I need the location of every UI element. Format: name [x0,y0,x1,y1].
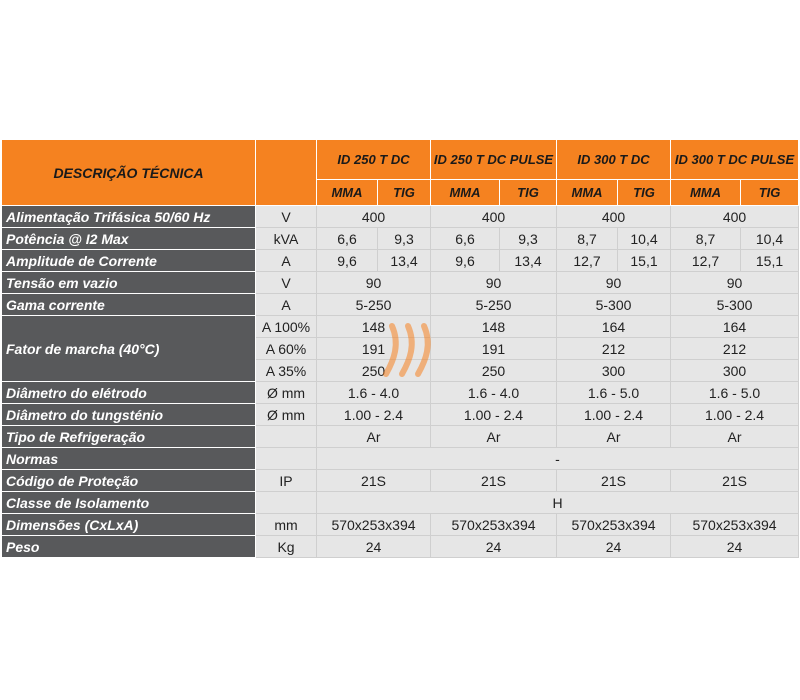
value-cell: 15,1 [741,250,799,272]
value-cell: 5-300 [557,294,671,316]
row-unit: A [256,294,317,316]
value-cell: 1.6 - 4.0 [431,382,557,404]
row-unit [256,426,317,448]
value-cell: 13,4 [500,250,557,272]
value-cell: 21S [431,470,557,492]
value-cell: 5-300 [671,294,799,316]
value-cell: 212 [557,338,671,360]
value-cell: 8,7 [671,228,741,250]
mode-header-mma: MMA [557,180,618,206]
mode-header-mma: MMA [317,180,378,206]
value-cell: 1.00 - 2.4 [317,404,431,426]
value-cell: 400 [317,206,431,228]
mode-header-mma: MMA [671,180,741,206]
table-title: DESCRIÇÃO TÉCNICA [2,140,256,206]
value-cell: 12,7 [557,250,618,272]
row-label: Normas [2,448,256,470]
value-cell: Ar [557,426,671,448]
value-cell: 250 [317,360,431,382]
value-cell: 570x253x394 [317,514,431,536]
value-cell: 1.6 - 4.0 [317,382,431,404]
value-cell: 90 [317,272,431,294]
value-cell: - [317,448,799,470]
value-cell: 24 [317,536,431,558]
value-cell: 10,4 [741,228,799,250]
row-unit [256,448,317,470]
row-unit: A 35% [256,360,317,382]
table-row [2,426,799,448]
value-cell: 570x253x394 [557,514,671,536]
value-cell: 8,7 [557,228,618,250]
value-cell: H [317,492,799,514]
row-label: Código de Proteção [2,470,256,492]
row-label: Alimentação Trifásica 50/60 Hz [2,206,256,228]
value-cell: 24 [431,536,557,558]
value-cell: 1.00 - 2.4 [431,404,557,426]
row-label: Amplitude de Corrente [2,250,256,272]
value-cell: 90 [557,272,671,294]
row-label: Dimensões (CxLxA) [2,514,256,536]
value-cell: 9,3 [378,228,431,250]
value-cell: 148 [431,316,557,338]
value-cell: 164 [671,316,799,338]
row-label: Potência @ I2 Max [2,228,256,250]
value-cell: 9,6 [431,250,500,272]
mode-header-tig: TIG [378,180,431,206]
value-cell: 5-250 [317,294,431,316]
value-cell: Ar [671,426,799,448]
value-cell: 24 [671,536,799,558]
mode-header-mma: MMA [431,180,500,206]
table-row [2,382,799,404]
value-cell: 1.6 - 5.0 [671,382,799,404]
value-cell: 90 [671,272,799,294]
table-row [2,228,799,250]
value-cell: 570x253x394 [431,514,557,536]
value-cell: 400 [671,206,799,228]
value-cell: 24 [557,536,671,558]
row-unit: mm [256,514,317,536]
row-label: Peso [2,536,256,558]
value-cell: Ar [431,426,557,448]
value-cell: 6,6 [317,228,378,250]
value-cell: 13,4 [378,250,431,272]
value-cell: 9,6 [317,250,378,272]
mode-header-tig: TIG [500,180,557,206]
row-unit: V [256,272,317,294]
row-unit: kVA [256,228,317,250]
table-row [2,514,799,536]
model-header-1: ID 250 T DC [317,140,431,180]
technical-spec-table [1,139,799,558]
table-row [2,316,799,338]
value-cell: 191 [431,338,557,360]
mode-header-tig: TIG [618,180,671,206]
model-header-3: ID 300 T DC [557,140,671,180]
table-row [2,470,799,492]
row-label: Classe de Isolamento [2,492,256,514]
value-cell: 148 [317,316,431,338]
value-cell: 250 [431,360,557,382]
table-row [2,492,799,514]
value-cell: 570x253x394 [671,514,799,536]
row-label: Diâmetro do tungsténio [2,404,256,426]
value-cell: 6,6 [431,228,500,250]
model-header-4: ID 300 T DC PULSE [671,140,799,180]
table-row [2,206,799,228]
value-cell: 300 [557,360,671,382]
table-row [2,250,799,272]
value-cell: 21S [557,470,671,492]
value-cell: 191 [317,338,431,360]
row-unit: A 60% [256,338,317,360]
value-cell: 9,3 [500,228,557,250]
row-unit: A [256,250,317,272]
value-cell: 164 [557,316,671,338]
row-unit: Kg [256,536,317,558]
table-row [2,404,799,426]
value-cell: 1.6 - 5.0 [557,382,671,404]
value-cell: 5-250 [431,294,557,316]
value-cell: Ar [317,426,431,448]
row-unit: Ø mm [256,404,317,426]
value-cell: 300 [671,360,799,382]
value-cell: 10,4 [618,228,671,250]
value-cell: 1.00 - 2.4 [557,404,671,426]
row-unit: Ø mm [256,382,317,404]
row-label: Diâmetro do elétrodo [2,382,256,404]
row-label: Fator de marcha (40°C) [2,316,256,382]
row-unit: V [256,206,317,228]
row-unit: IP [256,470,317,492]
row-label: Tensão em vazio [2,272,256,294]
value-cell: 21S [671,470,799,492]
row-label: Tipo de Refrigeração [2,426,256,448]
table-row [2,272,799,294]
mode-header-tig: TIG [741,180,799,206]
value-cell: 400 [557,206,671,228]
row-label: Gama corrente [2,294,256,316]
model-header-2: ID 250 T DC PULSE [431,140,557,180]
value-cell: 90 [431,272,557,294]
row-unit: A 100% [256,316,317,338]
value-cell: 1.00 - 2.4 [671,404,799,426]
value-cell: 400 [431,206,557,228]
table-row [2,294,799,316]
row-unit [256,492,317,514]
value-cell: 15,1 [618,250,671,272]
value-cell: 212 [671,338,799,360]
table-row [2,448,799,470]
value-cell: 12,7 [671,250,741,272]
unit-header-cell [256,140,317,206]
value-cell: 21S [317,470,431,492]
table-row [2,536,799,558]
